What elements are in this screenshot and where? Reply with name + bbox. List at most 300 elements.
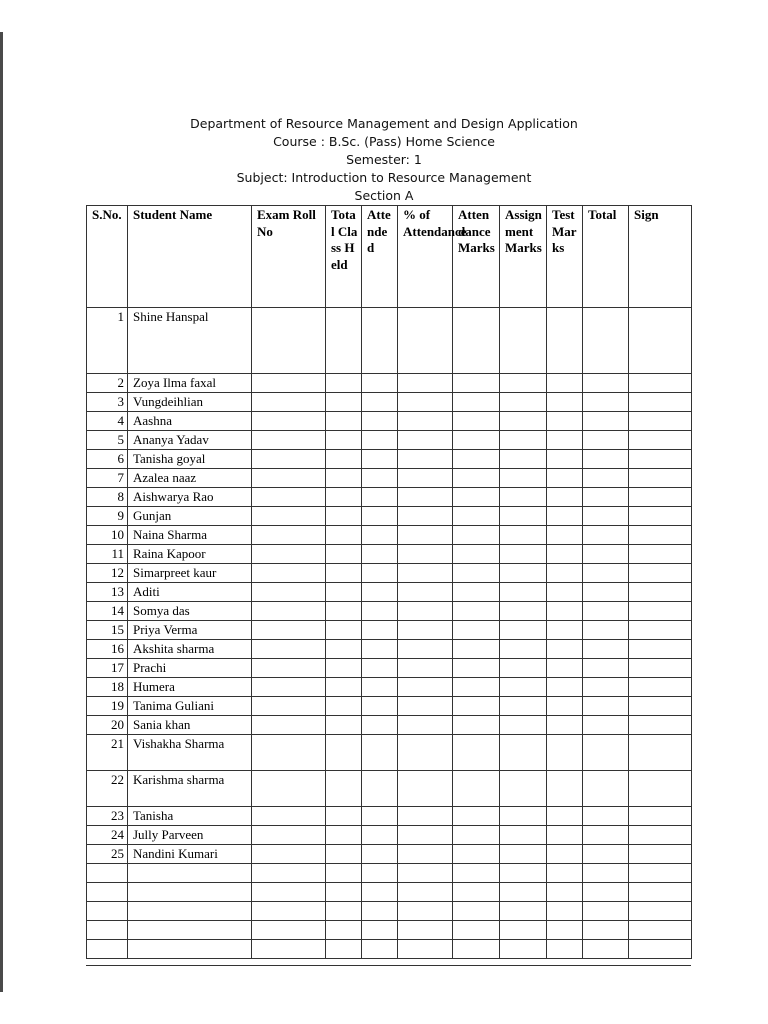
empty-entry-cell [326,602,362,621]
empty-entry-cell [500,469,547,488]
empty-entry-cell [583,450,629,469]
course-title: Course : B.Sc. (Pass) Home Science [273,134,495,149]
serial-number-cell: 4 [87,412,128,431]
empty-entry-cell [629,659,692,678]
department-title: Department of Resource Management and Design Application [190,116,578,131]
blank-table-row [87,864,692,883]
empty-entry-cell [547,864,583,883]
empty-entry-cell [547,469,583,488]
empty-entry-cell [583,845,629,864]
empty-entry-cell [583,526,629,545]
empty-entry-cell [583,940,629,959]
empty-entry-cell [326,771,362,807]
blank-table-row [87,921,692,940]
empty-entry-cell [453,697,500,716]
student-name-cell: Ananya Yadav [128,431,252,450]
empty-entry-cell [252,807,326,826]
serial-number-cell: 19 [87,697,128,716]
empty-entry-cell [362,412,398,431]
column-header: S.No. [87,206,128,308]
empty-entry-cell [252,308,326,374]
blank-table-row [87,883,692,902]
empty-entry-cell [326,807,362,826]
empty-entry-cell [500,659,547,678]
empty-entry-cell [583,602,629,621]
empty-entry-cell [453,659,500,678]
empty-entry-cell [583,659,629,678]
student-name-cell: Humera [128,678,252,697]
empty-entry-cell [500,393,547,412]
table-row [87,308,692,374]
empty-entry-cell [87,883,128,902]
empty-entry-cell [500,902,547,921]
empty-entry-cell [547,412,583,431]
empty-entry-cell [326,845,362,864]
empty-entry-cell [326,659,362,678]
empty-entry-cell [500,602,547,621]
empty-entry-cell [500,450,547,469]
empty-entry-cell [583,716,629,735]
empty-entry-cell [453,883,500,902]
empty-entry-cell [583,735,629,771]
student-name-cell: Vungdeihlian [128,393,252,412]
empty-entry-cell [362,374,398,393]
empty-entry-cell [453,921,500,940]
empty-entry-cell [629,902,692,921]
table-row [87,412,692,431]
student-name-cell: Prachi [128,659,252,678]
empty-entry-cell [500,716,547,735]
empty-entry-cell [326,469,362,488]
empty-entry-cell [398,659,453,678]
empty-entry-cell [453,469,500,488]
empty-entry-cell [583,807,629,826]
empty-entry-cell [500,374,547,393]
empty-entry-cell [547,921,583,940]
empty-entry-cell [583,469,629,488]
empty-entry-cell [629,921,692,940]
empty-entry-cell [583,921,629,940]
student-name-cell: Sania khan [128,716,252,735]
column-header: Attendance Marks [453,206,500,308]
empty-entry-cell [362,526,398,545]
table-bottom-rule [86,965,691,966]
empty-entry-cell [398,526,453,545]
empty-entry-cell [326,393,362,412]
empty-entry-cell [252,716,326,735]
empty-entry-cell [453,545,500,564]
empty-entry-cell [629,640,692,659]
serial-number-cell: 12 [87,564,128,583]
serial-number-cell: 11 [87,545,128,564]
empty-entry-cell [252,845,326,864]
table-row [87,621,692,640]
table-row [87,450,692,469]
blank-table-row [87,940,692,959]
empty-entry-cell [252,621,326,640]
student-name-cell: Jully Parveen [128,826,252,845]
serial-number-cell: 23 [87,807,128,826]
empty-entry-cell [87,902,128,921]
empty-entry-cell [326,488,362,507]
empty-entry-cell [547,374,583,393]
empty-entry-cell [629,374,692,393]
empty-entry-cell [583,431,629,450]
student-name-cell: Simarpreet kaur [128,564,252,583]
serial-number-cell: 17 [87,659,128,678]
empty-entry-cell [500,583,547,602]
empty-entry-cell [398,864,453,883]
student-name-cell: Naina Sharma [128,526,252,545]
empty-entry-cell [362,621,398,640]
empty-entry-cell [252,545,326,564]
empty-entry-cell [398,545,453,564]
serial-number-cell: 13 [87,583,128,602]
subject-title: Subject: Introduction to Resource Management [236,170,532,185]
empty-entry-cell [252,507,326,526]
empty-entry-cell [500,308,547,374]
serial-number-cell: 21 [87,735,128,771]
blank-table-row [87,902,692,921]
table-row [87,659,692,678]
empty-entry-cell [362,807,398,826]
empty-entry-cell [326,450,362,469]
empty-entry-cell [362,845,398,864]
empty-entry-cell [252,583,326,602]
empty-entry-cell [128,940,252,959]
empty-entry-cell [453,393,500,412]
empty-entry-cell [398,845,453,864]
student-name-cell: Gunjan [128,507,252,526]
serial-number-cell: 24 [87,826,128,845]
column-header: % of Attendance [398,206,453,308]
empty-entry-cell [326,507,362,526]
empty-entry-cell [629,697,692,716]
empty-entry-cell [398,807,453,826]
empty-entry-cell [398,678,453,697]
empty-entry-cell [547,845,583,864]
empty-entry-cell [252,564,326,583]
empty-entry-cell [500,640,547,659]
empty-entry-cell [453,564,500,583]
attendance-register-table [86,205,692,959]
empty-entry-cell [547,883,583,902]
empty-entry-cell [500,545,547,564]
empty-entry-cell [252,431,326,450]
serial-number-cell: 22 [87,771,128,807]
empty-entry-cell [326,583,362,602]
empty-entry-cell [128,902,252,921]
student-name-cell: Shine Hanspal [128,308,252,374]
empty-entry-cell [453,602,500,621]
table-header-row [87,206,692,308]
empty-entry-cell [629,564,692,583]
table-row [87,374,692,393]
empty-entry-cell [547,678,583,697]
table-row [87,845,692,864]
empty-entry-cell [547,807,583,826]
empty-entry-cell [583,308,629,374]
empty-entry-cell [629,507,692,526]
empty-entry-cell [362,883,398,902]
table-row [87,697,692,716]
table-row [87,826,692,845]
empty-entry-cell [547,640,583,659]
empty-entry-cell [252,412,326,431]
empty-entry-cell [398,308,453,374]
empty-entry-cell [547,583,583,602]
empty-entry-cell [362,716,398,735]
empty-entry-cell [547,431,583,450]
empty-entry-cell [453,735,500,771]
empty-entry-cell [453,374,500,393]
empty-entry-cell [500,845,547,864]
empty-entry-cell [362,564,398,583]
empty-entry-cell [547,308,583,374]
empty-entry-cell [362,640,398,659]
empty-entry-cell [629,545,692,564]
empty-entry-cell [398,697,453,716]
empty-entry-cell [547,940,583,959]
empty-entry-cell [362,678,398,697]
student-name-cell: Zoya Ilma faxal [128,374,252,393]
empty-entry-cell [453,488,500,507]
empty-entry-cell [453,526,500,545]
table-row [87,469,692,488]
empty-entry-cell [500,678,547,697]
empty-entry-cell [252,450,326,469]
empty-entry-cell [453,716,500,735]
student-name-cell: Nandini Kumari [128,845,252,864]
empty-entry-cell [398,771,453,807]
serial-number-cell: 1 [87,308,128,374]
empty-entry-cell [128,921,252,940]
table-row [87,583,692,602]
empty-entry-cell [547,735,583,771]
empty-entry-cell [252,393,326,412]
empty-entry-cell [547,393,583,412]
column-header: Total Class Held [326,206,362,308]
empty-entry-cell [398,921,453,940]
empty-entry-cell [362,659,398,678]
empty-entry-cell [583,883,629,902]
empty-entry-cell [398,488,453,507]
table-row [87,526,692,545]
column-header: Sign [629,206,692,308]
empty-entry-cell [326,902,362,921]
empty-entry-cell [453,771,500,807]
table-row [87,735,692,771]
empty-entry-cell [500,921,547,940]
empty-entry-cell [453,902,500,921]
empty-entry-cell [500,564,547,583]
empty-entry-cell [252,771,326,807]
empty-entry-cell [252,469,326,488]
empty-entry-cell [453,412,500,431]
empty-entry-cell [583,545,629,564]
serial-number-cell: 3 [87,393,128,412]
empty-entry-cell [398,412,453,431]
empty-entry-cell [629,308,692,374]
empty-entry-cell [629,735,692,771]
empty-entry-cell [583,771,629,807]
empty-entry-cell [326,864,362,883]
empty-entry-cell [500,526,547,545]
empty-entry-cell [583,621,629,640]
empty-entry-cell [453,450,500,469]
empty-entry-cell [362,469,398,488]
serial-number-cell: 5 [87,431,128,450]
empty-entry-cell [453,678,500,697]
empty-entry-cell [547,450,583,469]
column-header: Assignment Marks [500,206,547,308]
empty-entry-cell [398,450,453,469]
empty-entry-cell [629,940,692,959]
empty-entry-cell [87,864,128,883]
empty-entry-cell [252,374,326,393]
empty-entry-cell [500,826,547,845]
empty-entry-cell [252,735,326,771]
empty-entry-cell [326,564,362,583]
empty-entry-cell [629,883,692,902]
column-header: Attended [362,206,398,308]
empty-entry-cell [629,393,692,412]
empty-entry-cell [500,697,547,716]
empty-entry-cell [629,716,692,735]
student-name-cell: Raina Kapoor [128,545,252,564]
table-row [87,488,692,507]
empty-entry-cell [252,864,326,883]
empty-entry-cell [629,678,692,697]
empty-entry-cell [629,450,692,469]
empty-entry-cell [398,735,453,771]
serial-number-cell: 9 [87,507,128,526]
empty-entry-cell [128,864,252,883]
semester-title: Semester: 1 [346,152,422,167]
serial-number-cell: 10 [87,526,128,545]
empty-entry-cell [629,602,692,621]
table-row [87,564,692,583]
empty-entry-cell [362,488,398,507]
serial-number-cell: 16 [87,640,128,659]
empty-entry-cell [398,374,453,393]
empty-entry-cell [398,940,453,959]
student-name-cell: Akshita sharma [128,640,252,659]
table-row [87,771,692,807]
column-header: Test Marks [547,206,583,308]
empty-entry-cell [453,621,500,640]
empty-entry-cell [326,735,362,771]
empty-entry-cell [583,583,629,602]
empty-entry-cell [326,883,362,902]
serial-number-cell: 15 [87,621,128,640]
empty-entry-cell [500,735,547,771]
table-row [87,807,692,826]
empty-entry-cell [326,621,362,640]
empty-entry-cell [398,431,453,450]
empty-entry-cell [453,807,500,826]
table-row [87,678,692,697]
section-title: Section A [354,188,414,203]
empty-entry-cell [547,526,583,545]
empty-entry-cell [398,902,453,921]
empty-entry-cell [453,308,500,374]
empty-entry-cell [398,602,453,621]
empty-entry-cell [500,412,547,431]
empty-entry-cell [87,921,128,940]
empty-entry-cell [500,771,547,807]
student-name-cell: Somya das [128,602,252,621]
empty-entry-cell [252,659,326,678]
serial-number-cell: 18 [87,678,128,697]
empty-entry-cell [453,940,500,959]
document-heading [0,115,768,205]
empty-entry-cell [547,697,583,716]
empty-entry-cell [326,826,362,845]
empty-entry-cell [500,940,547,959]
empty-entry-cell [398,716,453,735]
empty-entry-cell [252,883,326,902]
empty-entry-cell [453,864,500,883]
empty-entry-cell [629,412,692,431]
empty-entry-cell [362,735,398,771]
empty-entry-cell [629,621,692,640]
empty-entry-cell [583,826,629,845]
empty-entry-cell [326,412,362,431]
student-name-cell: Karishma sharma [128,771,252,807]
empty-entry-cell [629,431,692,450]
table-row [87,507,692,526]
empty-entry-cell [583,412,629,431]
empty-entry-cell [326,940,362,959]
student-name-cell: Priya Verma [128,621,252,640]
empty-entry-cell [547,771,583,807]
empty-entry-cell [362,545,398,564]
empty-entry-cell [362,771,398,807]
empty-entry-cell [326,545,362,564]
empty-entry-cell [629,807,692,826]
empty-entry-cell [547,826,583,845]
empty-entry-cell [629,526,692,545]
empty-entry-cell [398,883,453,902]
empty-entry-cell [362,393,398,412]
student-name-cell: Tanisha [128,807,252,826]
column-header: Exam Roll No [252,206,326,308]
empty-entry-cell [629,845,692,864]
empty-entry-cell [362,450,398,469]
empty-entry-cell [500,621,547,640]
empty-entry-cell [398,583,453,602]
empty-entry-cell [326,308,362,374]
table-row [87,431,692,450]
empty-entry-cell [326,526,362,545]
student-name-cell: Aishwarya Rao [128,488,252,507]
empty-entry-cell [326,716,362,735]
empty-entry-cell [500,807,547,826]
empty-entry-cell [326,678,362,697]
empty-entry-cell [362,602,398,621]
empty-entry-cell [362,940,398,959]
empty-entry-cell [583,374,629,393]
empty-entry-cell [362,921,398,940]
empty-entry-cell [252,826,326,845]
student-name-cell: Vishakha Sharma [128,735,252,771]
serial-number-cell: 7 [87,469,128,488]
empty-entry-cell [500,507,547,526]
empty-entry-cell [362,431,398,450]
empty-entry-cell [583,678,629,697]
empty-entry-cell [252,526,326,545]
